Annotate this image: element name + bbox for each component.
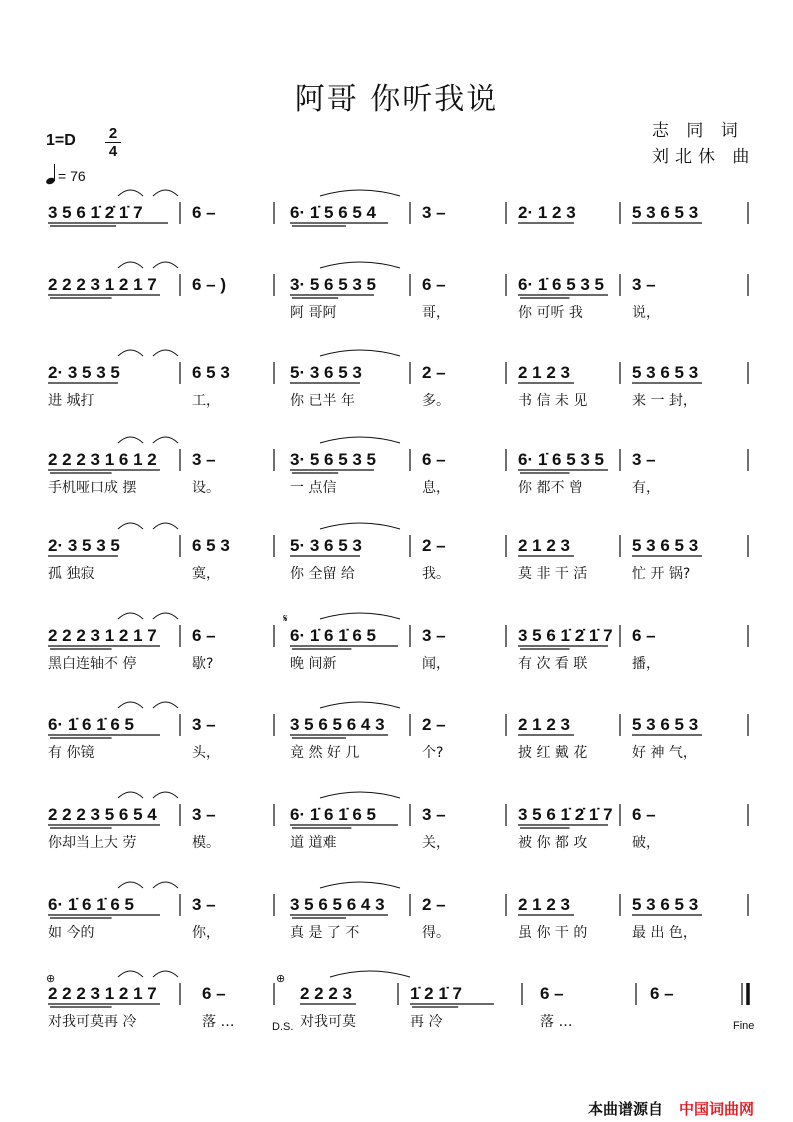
lyric-text: 破， — [632, 835, 660, 851]
measure-notes: 6· 1̇ 6 5 3 5 — [518, 450, 605, 469]
lyric-text: 黑白连轴不 停 — [48, 656, 137, 672]
lyric-text: 最 出 色， — [632, 925, 697, 941]
measure-notes: 3 – — [192, 895, 216, 914]
measure-notes: 3 – — [422, 626, 446, 645]
slur-arc — [320, 882, 400, 888]
slur-arc — [153, 190, 178, 196]
measure-notes: 6 5 3 — [192, 363, 230, 382]
measure-notes: 6 – — [632, 626, 656, 645]
measure-notes: 5 3 6 5 3 — [632, 895, 699, 914]
lyric-text: 工， — [192, 393, 220, 409]
lyric-text: 你 可听 我 — [518, 305, 583, 321]
measure-notes: 3 – — [422, 805, 446, 824]
lyric-text: 阿 哥阿 — [290, 305, 337, 321]
measure-notes: 3 – — [192, 805, 216, 824]
measure-notes: 6· 1̇ 6 1̇ 6 5 — [48, 895, 135, 914]
measure-notes: 6· 1̇ 6 1̇ 6 5 — [290, 626, 377, 645]
slur-arc — [320, 350, 400, 356]
slur-arc — [118, 262, 143, 268]
measure-notes: 6 – — [422, 450, 446, 469]
slur-arc — [153, 702, 178, 708]
lyric-text: 落 … — [202, 1014, 235, 1030]
measure-notes: 6 – — [540, 984, 564, 1003]
lyric-text: 孤 独寂 — [48, 566, 95, 582]
lyric-text: 虽 你 干 的 — [518, 925, 588, 941]
slur-arc — [153, 523, 178, 529]
measure-notes: 3· 5 6 5 3 5 — [290, 450, 377, 469]
song-title: 阿哥 你听我说 — [294, 82, 499, 117]
slur-arc — [153, 971, 178, 977]
measure-notes: 2 – — [422, 715, 446, 734]
lyric-text: 你 已半 年 — [290, 393, 355, 409]
lyric-text: 竟 然 好 几 — [290, 745, 360, 761]
measure-notes: 6· 1̇ 6 1̇ 6 5 — [290, 805, 377, 824]
slur-arc — [320, 613, 400, 619]
measure-notes: 6 – — [192, 626, 216, 645]
slur-arc — [153, 882, 178, 888]
lyric-text: 一 点信 — [290, 480, 337, 496]
tempo-value: = 76 — [58, 168, 86, 184]
lyric-text: 你 都不 曾 — [518, 480, 583, 496]
measure-notes: 2 2 2 3 1 2 1 7 — [48, 626, 157, 645]
score-line — [48, 971, 748, 1030]
measure-notes: 3 – — [422, 203, 446, 222]
slur-arc — [153, 262, 178, 268]
lyric-text: 有 次 看 联 — [518, 656, 588, 672]
measure-notes: 2 1 2 3 — [518, 895, 570, 914]
measure-notes: 6· 1̇ 6 1̇ 6 5 — [48, 715, 135, 734]
slur-arc — [118, 702, 143, 708]
measure-notes: 3 – — [632, 450, 656, 469]
score-line — [48, 437, 748, 496]
score-line — [48, 350, 748, 409]
measure-notes: 6 – ) — [192, 275, 227, 294]
lyric-text: 道 道难 — [290, 835, 337, 851]
measure-notes: 3 5 6 5 6 4 3 — [290, 895, 385, 914]
score-line — [48, 190, 748, 226]
lyricist-credit: 志 同 词 — [652, 121, 744, 141]
lyric-text: 寞， — [192, 566, 220, 582]
slur-arc — [153, 437, 178, 443]
slur-arc — [320, 702, 400, 708]
lyric-text: 哥， — [422, 305, 450, 321]
measure-notes: 6 – — [422, 275, 446, 294]
lyric-text: 得。 — [422, 925, 450, 941]
lyric-text: 歇? — [192, 656, 214, 672]
coda-icon: ⊕ — [276, 973, 286, 985]
lyric-text: 落 … — [540, 1014, 573, 1030]
measure-notes: 2 – — [422, 363, 446, 382]
measure-notes: 3 – — [192, 450, 216, 469]
measure-notes: 3 5 6 1̇ 2̇ 1̇ 7 — [518, 626, 613, 645]
lyric-text: 真 是 了 不 — [290, 925, 360, 941]
source-footer — [588, 1098, 754, 1119]
measure-notes: 5 3 6 5 3 — [632, 363, 699, 382]
measure-notes: 3 5 6 1̇ 2̇ 1̇ 7 — [48, 203, 143, 222]
lyric-text: 有， — [632, 480, 660, 496]
measure-notes: 3· 5 6 5 3 5 — [290, 275, 377, 294]
brand-logo: 中国词曲网 — [679, 1100, 755, 1118]
key-signature: 1=D — [46, 132, 76, 149]
time-signature-bottom: 4 — [108, 143, 118, 160]
slur-arc — [118, 882, 143, 888]
lyric-text: 披 红 戴 花 — [518, 745, 588, 761]
time-signature-top: 2 — [108, 125, 118, 142]
lyric-text: 关， — [422, 835, 450, 851]
slur-arc — [118, 523, 143, 529]
fine-marking: Fine — [733, 1020, 755, 1032]
lyric-text: 对我可莫再 冷 — [48, 1014, 137, 1030]
measure-notes: 5· 3 6 5 3 — [290, 363, 362, 382]
score-line — [48, 882, 748, 941]
measure-notes: 2 2 2 3 1 2 1 7 — [48, 275, 157, 294]
lyric-text: 息， — [422, 480, 450, 496]
score-line — [48, 792, 748, 851]
measure-notes: 6 – — [192, 203, 216, 222]
score-line — [48, 523, 748, 582]
slur-arc — [320, 523, 400, 529]
lyric-text: 如 今的 — [48, 925, 95, 941]
lyric-text: 对我可莫 — [300, 1014, 356, 1030]
measure-notes: 5 3 6 5 3 — [632, 203, 699, 222]
measure-notes: 2 2 2 3 1 6 1 2 — [48, 450, 157, 469]
lyric-text: 多。 — [422, 393, 450, 409]
lyric-text: 再 冷 — [410, 1014, 443, 1030]
slur-arc — [118, 971, 143, 977]
slur-arc — [320, 262, 400, 268]
measure-notes: 6· 1̇ 6 5 3 5 — [518, 275, 605, 294]
measure-notes: 2· 1 2 3 — [518, 203, 576, 222]
lyric-text: 模。 — [192, 835, 220, 851]
measure-notes: 3 – — [192, 715, 216, 734]
lyric-text: 头， — [192, 745, 220, 761]
lyric-text: 来 一 封， — [632, 393, 697, 409]
lyric-text: 书 信 未 见 — [518, 393, 588, 409]
lyric-text: 说， — [632, 305, 660, 321]
slur-arc — [153, 792, 178, 798]
measure-notes: 2 2 2 3 5 6 5 4 — [48, 805, 157, 824]
lyric-text: 手机哑口成 摆 — [48, 480, 137, 496]
slur-arc — [118, 792, 143, 798]
lyric-text: 忙 开 锅? — [632, 566, 691, 582]
measure-notes: 3 5 6 1̇ 2̇ 1̇ 7 — [518, 805, 613, 824]
lyric-text: 有 你镜 — [48, 745, 95, 761]
measure-notes: 5· 3 6 5 3 — [290, 536, 362, 555]
lyric-text: 播， — [632, 656, 660, 672]
lyric-text: 莫 非 干 活 — [518, 566, 588, 582]
lyric-text: 进 城打 — [48, 393, 95, 409]
score-line — [48, 702, 748, 761]
slur-arc — [320, 437, 400, 443]
lyric-text: 闻， — [422, 656, 450, 672]
measure-notes: 6 – — [650, 984, 674, 1003]
lyric-text: 晚 间新 — [290, 656, 337, 672]
measure-notes: 2 1 2 3 — [518, 363, 570, 382]
slur-arc — [118, 350, 143, 356]
measure-notes: 2 – — [422, 536, 446, 555]
measure-notes: 2· 3 5 3 5 — [48, 536, 120, 555]
slur-arc — [153, 350, 178, 356]
slur-arc — [118, 437, 143, 443]
slur-arc — [118, 613, 143, 619]
measure-notes: 3 – — [632, 275, 656, 294]
measure-notes: 2 1 2 3 — [518, 715, 570, 734]
lyric-text: 被 你 都 攻 — [518, 835, 588, 851]
slur-arc — [330, 971, 410, 977]
score-line — [48, 262, 748, 321]
measure-notes: 2 2 2 3 — [300, 984, 352, 1003]
slur-arc — [320, 190, 400, 196]
measure-notes: 2 2 2 3 1 2 1 7 — [48, 984, 157, 1003]
measure-notes: 3 5 6 5 6 4 3 — [290, 715, 385, 734]
score-line — [48, 613, 748, 672]
lyric-text: 你 全留 给 — [290, 566, 355, 582]
lyric-text: 设。 — [192, 480, 220, 496]
segno-icon: 𝄋 — [283, 613, 288, 625]
measure-notes: 2 – — [422, 895, 446, 914]
coda-icon: ⊕ — [46, 973, 56, 985]
measure-notes: 6· 1̇ 5 6 5 4 — [290, 203, 377, 222]
lyric-text: 好 神 气， — [632, 745, 697, 761]
measure-notes: 2· 3 5 3 5 — [48, 363, 120, 382]
measure-notes: 1̇ 2 1̇ 7 — [410, 984, 462, 1003]
measure-notes: 5 3 6 5 3 — [632, 715, 699, 734]
slur-arc — [118, 190, 143, 196]
measure-notes: 6 – — [632, 805, 656, 824]
measure-notes: 5 3 6 5 3 — [632, 536, 699, 555]
source-label: 本曲谱源自 — [588, 1100, 664, 1118]
slur-arc — [153, 613, 178, 619]
lyric-text: 个? — [422, 745, 444, 761]
measure-notes: 6 – — [202, 984, 226, 1003]
slur-arc — [320, 792, 400, 798]
ds-marking: D.S. — [272, 1021, 294, 1033]
composer-credit: 刘北休 曲 — [652, 147, 756, 167]
measure-notes: 6 5 3 — [192, 536, 230, 555]
lyric-text: 我。 — [422, 566, 450, 582]
measure-notes: 2 1 2 3 — [518, 536, 570, 555]
lyric-text: 你却当上大 劳 — [48, 835, 137, 851]
lyric-text: 你， — [192, 925, 220, 941]
